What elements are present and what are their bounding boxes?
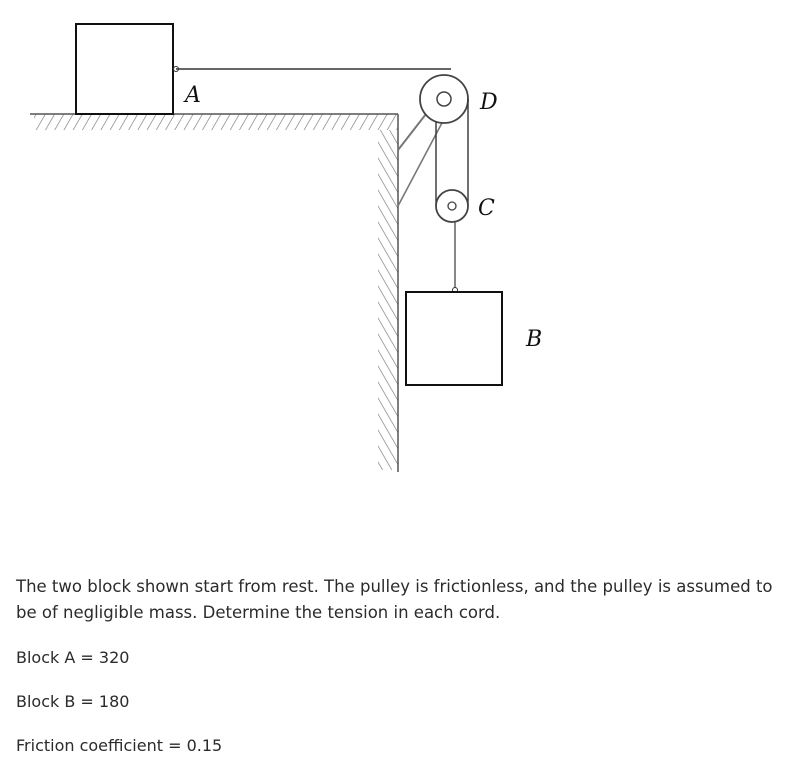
label-c: C [478, 196, 495, 221]
given-block-b: Block B = 180 [16, 692, 130, 711]
pulley-c [436, 190, 468, 222]
pulley-d [420, 75, 468, 123]
horizontal-surface [30, 114, 398, 130]
given-block-a: Block A = 320 [16, 648, 130, 667]
label-b: B [526, 327, 543, 352]
problem-statement: The two block shown start from rest. The pulley is frictionless, and the pulley is assumed to be of negligible mass. Determine the tension in each cord. [16, 577, 773, 622]
label-d: D [480, 90, 498, 115]
vertical-wall [378, 114, 398, 472]
block-b [406, 292, 502, 385]
given-friction-coefficient: Friction coefficient = 0.15 [16, 736, 223, 755]
block-a [76, 24, 173, 114]
label-a: A [185, 83, 201, 108]
